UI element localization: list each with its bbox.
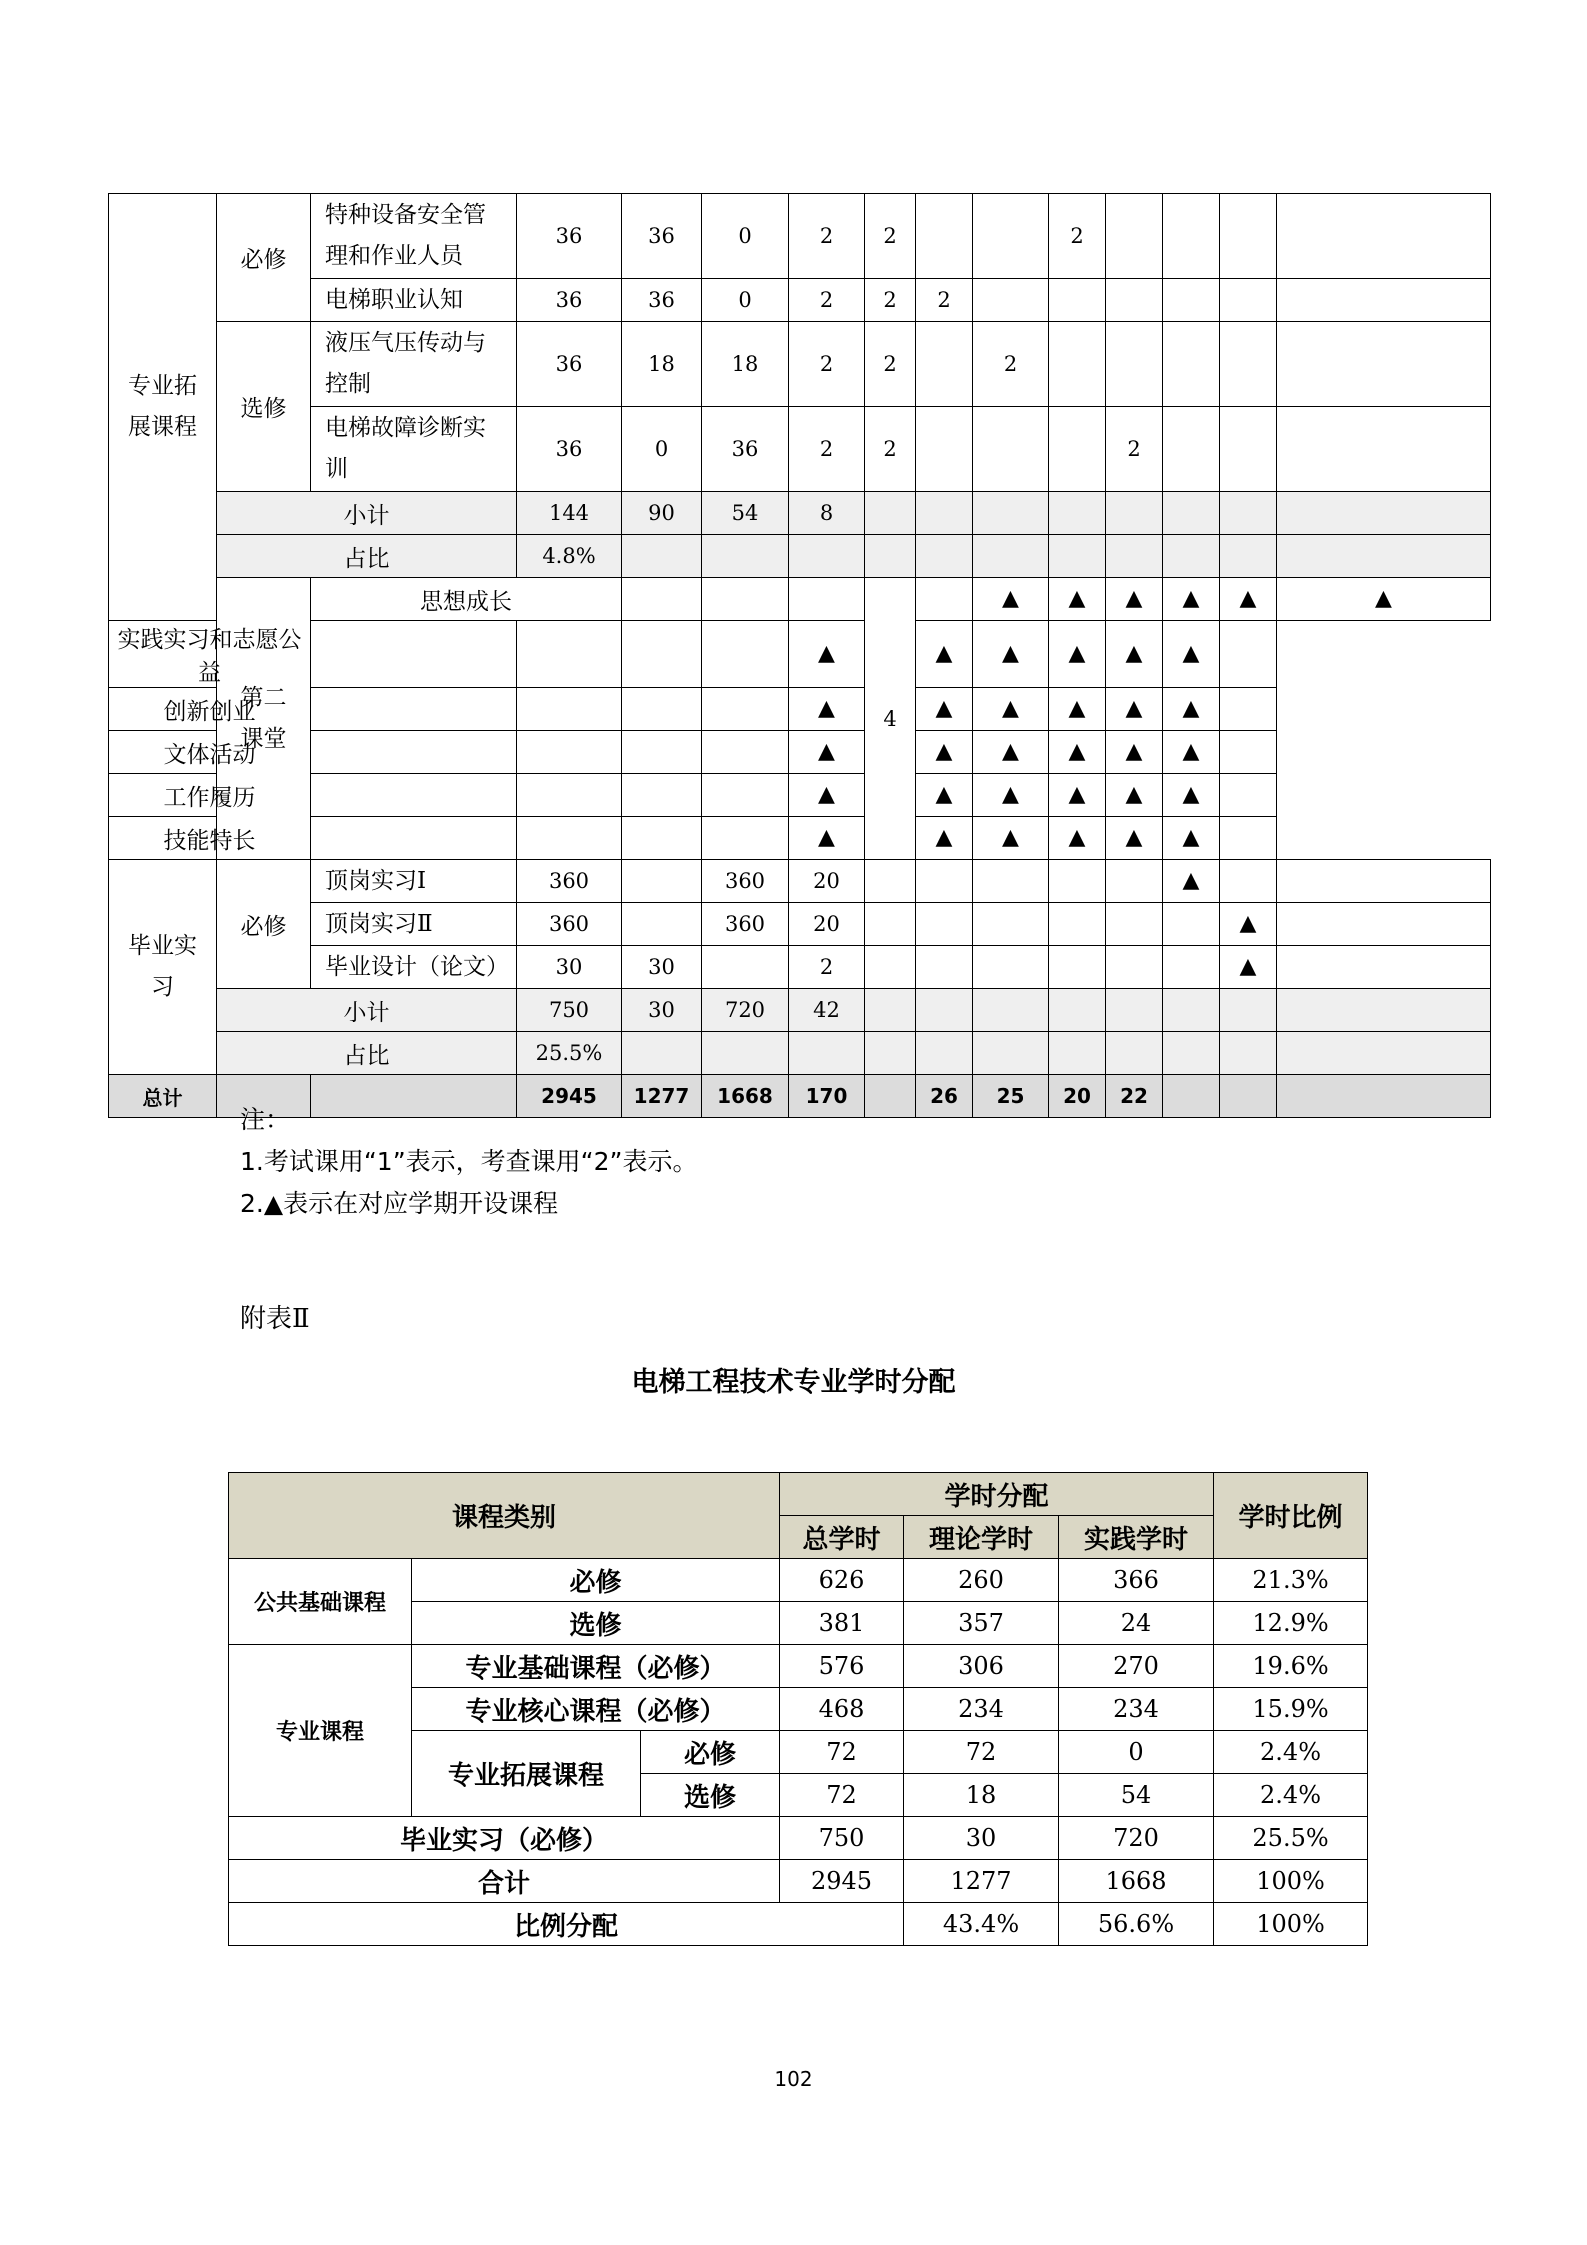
header-ratio: 学时比例 — [1214, 1473, 1368, 1559]
table-row — [109, 688, 1491, 731]
semester-cell: 25 — [973, 1075, 1049, 1118]
semester-cell — [1220, 407, 1277, 492]
semester-cell: 2 — [1106, 407, 1163, 492]
ratio-row — [109, 1032, 1491, 1075]
row-label: 毕业实习（必修） — [229, 1817, 780, 1860]
table-row — [109, 322, 1491, 407]
header-total: 总学时 — [780, 1516, 904, 1559]
practice-cell: 36 — [702, 407, 789, 492]
marker-cell: ▲ — [1049, 774, 1106, 817]
remarks-cell — [1277, 194, 1491, 279]
theory-cell: 306 — [904, 1645, 1059, 1688]
semester-cell — [916, 194, 973, 279]
credits-cell: 2 — [789, 946, 865, 989]
total-cell: 626 — [780, 1559, 904, 1602]
practice-cell: 24 — [1059, 1602, 1214, 1645]
marker-cell: ▲ — [1106, 688, 1163, 731]
activity-name: 思想成长 — [311, 578, 622, 621]
remarks-cell — [1277, 279, 1491, 322]
theory-cell: 72 — [904, 1731, 1059, 1774]
ratio-cell: 21.3% — [1214, 1559, 1368, 1602]
credits-cell: 8 — [789, 492, 865, 535]
activity-name: 实践实习和志愿公益 — [109, 621, 311, 688]
subtotal-row — [109, 989, 1491, 1032]
marker-cell: ▲ — [1106, 731, 1163, 774]
notes-title: 注： — [240, 1105, 291, 1134]
assess-cell: 2 — [865, 322, 916, 407]
credits-cell: 170 — [789, 1075, 865, 1118]
theory-cell: 1277 — [904, 1860, 1059, 1903]
ratio-row — [109, 535, 1491, 578]
table-row — [109, 578, 1491, 621]
theory-cell: 1277 — [622, 1075, 702, 1118]
credits-cell: 2 — [789, 322, 865, 407]
credits-cell: 2 — [789, 194, 865, 279]
marker-cell: ▲ — [1049, 621, 1106, 688]
marker-cell: ▲ — [916, 731, 973, 774]
table-row — [229, 1559, 1368, 1602]
table-row — [109, 621, 1491, 688]
table-row — [109, 774, 1491, 817]
marker-cell: ▲ — [916, 688, 973, 731]
theory-cell: 0 — [622, 407, 702, 492]
semester-cell — [973, 194, 1049, 279]
row-label: 合计 — [229, 1860, 780, 1903]
ratio-value: 25.5% — [517, 1032, 622, 1075]
row-label: 选修 — [641, 1774, 780, 1817]
semester-cell: 20 — [1049, 1075, 1106, 1118]
marker-cell: ▲ — [1106, 578, 1163, 621]
marker-cell: ▲ — [1163, 860, 1220, 903]
practice-cell: 18 — [702, 322, 789, 407]
credits-cell: 20 — [789, 860, 865, 903]
required-label: 必修 — [217, 194, 311, 322]
row-label: 必修 — [641, 1731, 780, 1774]
table-row — [229, 1817, 1368, 1860]
activity-name: 工作履历 — [109, 774, 311, 817]
appendix-label: 附表Ⅱ — [240, 1304, 310, 1334]
marker-cell: ▲ — [1220, 903, 1277, 946]
theory-cell: 18 — [904, 1774, 1059, 1817]
credits-cell: 20 — [789, 903, 865, 946]
total-cell: 72 — [780, 1774, 904, 1817]
practice-cell: 360 — [702, 903, 789, 946]
hours-cell: 36 — [517, 279, 622, 322]
semester-cell — [916, 322, 973, 407]
row-label: 必修 — [412, 1559, 780, 1602]
table-title: 电梯工程技术专业学时分配 — [631, 1367, 956, 1398]
marker-cell: ▲ — [973, 817, 1049, 860]
expansion-label: 专业拓展课程 — [412, 1731, 641, 1817]
total-cell: 2945 — [780, 1860, 904, 1903]
total-cell: 750 — [780, 1817, 904, 1860]
table-row — [109, 903, 1491, 946]
header-row — [229, 1473, 1368, 1516]
ratio-cell: 12.9% — [1214, 1602, 1368, 1645]
professional-label: 专业课程 — [229, 1645, 412, 1817]
practice-cell: 270 — [1059, 1645, 1214, 1688]
theory-cell: 357 — [904, 1602, 1059, 1645]
marker-cell: ▲ — [1106, 621, 1163, 688]
ratio-label: 占比 — [217, 1032, 517, 1075]
course-name: 毕业设计（论文） — [311, 946, 517, 989]
marker-cell: ▲ — [916, 621, 973, 688]
semester-cell — [973, 407, 1049, 492]
category-cell: 专业拓展课程 — [109, 194, 217, 621]
marker-cell: ▲ — [1163, 621, 1220, 688]
header-category: 课程类别 — [229, 1473, 780, 1559]
theory-cell: 36 — [622, 279, 702, 322]
semester-cell — [1163, 194, 1220, 279]
assess-cell: 2 — [865, 194, 916, 279]
theory-cell: 43.4% — [904, 1903, 1059, 1946]
activity-name: 文体活动 — [109, 731, 311, 774]
subtotal-label: 小计 — [217, 492, 517, 535]
public-label: 公共基础课程 — [229, 1559, 412, 1645]
marker-cell: ▲ — [789, 621, 865, 688]
semester-cell: 2 — [973, 322, 1049, 407]
total-cell: 381 — [780, 1602, 904, 1645]
note-line-2: 2.▲表示在对应学期开设课程 — [240, 1189, 559, 1218]
ratio-value: 4.8% — [517, 535, 622, 578]
practice-cell: 1668 — [1059, 1860, 1214, 1903]
semester-cell — [1106, 322, 1163, 407]
theory-cell: 260 — [904, 1559, 1059, 1602]
table-row — [109, 817, 1491, 860]
hours-cell: 2945 — [517, 1075, 622, 1118]
semester-cell — [1106, 194, 1163, 279]
theory-cell: 36 — [622, 194, 702, 279]
subtotal-label: 小计 — [217, 989, 517, 1032]
note-line-1: 1.考试课用“1”表示，考查课用“2”表示。 — [240, 1147, 698, 1176]
course-name: 特种设备安全管理和作业人员 — [311, 194, 517, 279]
hours-cell: 36 — [517, 194, 622, 279]
hours-distribution-table — [228, 1472, 1368, 1946]
page-number: 102 — [774, 2067, 813, 2091]
marker-cell — [1220, 860, 1277, 903]
practice-cell: 56.6% — [1059, 1903, 1214, 1946]
semester-cell — [1163, 407, 1220, 492]
activity-name: 创新创业 — [109, 688, 311, 731]
total-cell: 576 — [780, 1645, 904, 1688]
assess-cell: 2 — [865, 279, 916, 322]
practice-cell: 0 — [702, 279, 789, 322]
practice-cell: 720 — [702, 989, 789, 1032]
ratio-cell: 2.4% — [1214, 1774, 1368, 1817]
hours-cell: 36 — [517, 407, 622, 492]
ratio-cell: 2.4% — [1214, 1731, 1368, 1774]
marker-cell: ▲ — [1106, 817, 1163, 860]
remarks-cell — [1277, 322, 1491, 407]
semester-cell — [1220, 322, 1277, 407]
semester-cell: 26 — [916, 1075, 973, 1118]
practice-cell: 720 — [1059, 1817, 1214, 1860]
required-label: 必修 — [217, 860, 311, 989]
marker-cell: ▲ — [1163, 817, 1220, 860]
practice-cell: 366 — [1059, 1559, 1214, 1602]
theory-cell: 18 — [622, 322, 702, 407]
marker-cell: ▲ — [789, 688, 865, 731]
theory-cell: 90 — [622, 492, 702, 535]
course-name: 电梯故障诊断实训 — [311, 407, 517, 492]
theory-cell: 30 — [904, 1817, 1059, 1860]
hours-cell: 360 — [517, 903, 622, 946]
marker-cell: ▲ — [1049, 688, 1106, 731]
total-cell: 468 — [780, 1688, 904, 1731]
proportion-row — [229, 1903, 1368, 1946]
hours-cell: 360 — [517, 860, 622, 903]
marker-cell: ▲ — [973, 578, 1049, 621]
marker-cell: ▲ — [789, 817, 865, 860]
marker-cell: ▲ — [1277, 578, 1491, 621]
marker-cell: ▲ — [1106, 774, 1163, 817]
marker-cell: ▲ — [916, 774, 973, 817]
header-distribution: 学时分配 — [780, 1473, 1214, 1516]
course-name: 电梯职业认知 — [311, 279, 517, 322]
semester-cell: 22 — [1106, 1075, 1163, 1118]
table-row — [109, 860, 1491, 903]
semester-cell: 2 — [916, 279, 973, 322]
ratio-cell: 25.5% — [1214, 1817, 1368, 1860]
course-name: 液压气压传动与控制 — [311, 322, 517, 407]
semester-cell — [973, 279, 1049, 322]
marker-cell: ▲ — [789, 774, 865, 817]
marker-cell: ▲ — [1163, 731, 1220, 774]
semester-cell — [1106, 279, 1163, 322]
marker-cell: ▲ — [1220, 946, 1277, 989]
ratio-cell: 19.6% — [1214, 1645, 1368, 1688]
total-row — [109, 1075, 1491, 1118]
practice-cell: 360 — [702, 860, 789, 903]
marker-cell: ▲ — [789, 731, 865, 774]
theory-cell: 30 — [622, 946, 702, 989]
header-theory: 理论学时 — [904, 1516, 1059, 1559]
marker-cell: ▲ — [973, 731, 1049, 774]
row-label: 专业基础课程（必修） — [412, 1645, 780, 1688]
category-cell: 毕业实习 — [109, 860, 217, 1075]
practice-cell: 1668 — [702, 1075, 789, 1118]
ratio-label: 占比 — [217, 535, 517, 578]
row-label: 专业核心课程（必修） — [412, 1688, 780, 1731]
row-label: 比例分配 — [229, 1903, 904, 1946]
table-row — [109, 279, 1491, 322]
semester-cell — [1049, 279, 1106, 322]
total-label: 总计 — [109, 1075, 217, 1118]
semester-cell — [1220, 279, 1277, 322]
table-row — [109, 194, 1491, 279]
table-row — [229, 1645, 1368, 1688]
credits-cell: 2 — [789, 279, 865, 322]
ratio-cell: 15.9% — [1214, 1688, 1368, 1731]
marker-cell — [1163, 946, 1220, 989]
semester-cell — [1049, 407, 1106, 492]
practice-cell: 0 — [1059, 1731, 1214, 1774]
practice-cell — [702, 946, 789, 989]
header-practice: 实践学时 — [1059, 1516, 1214, 1559]
marker-cell: ▲ — [1163, 578, 1220, 621]
remarks-cell — [1277, 407, 1491, 492]
theory-cell — [622, 860, 702, 903]
row-label: 选修 — [412, 1602, 780, 1645]
marker-cell: ▲ — [973, 688, 1049, 731]
practice-cell: 54 — [702, 492, 789, 535]
semester-cell — [1049, 322, 1106, 407]
theory-cell — [622, 903, 702, 946]
assess-cell: 2 — [865, 407, 916, 492]
hours-cell: 30 — [517, 946, 622, 989]
course-name: 顶岗实习Ⅰ — [311, 860, 517, 903]
practice-cell: 234 — [1059, 1688, 1214, 1731]
hours-cell: 750 — [517, 989, 622, 1032]
theory-cell: 30 — [622, 989, 702, 1032]
semester-cell — [1163, 322, 1220, 407]
table-row — [109, 407, 1491, 492]
practice-cell: 54 — [1059, 1774, 1214, 1817]
marker-cell: ▲ — [1049, 731, 1106, 774]
credits-cell: 42 — [789, 989, 865, 1032]
marker-cell: ▲ — [1049, 817, 1106, 860]
course-plan-table — [108, 193, 1491, 1118]
credits-cell: 4 — [865, 578, 916, 860]
total-cell: 72 — [780, 1731, 904, 1774]
credits-cell: 2 — [789, 407, 865, 492]
marker-cell: ▲ — [1163, 688, 1220, 731]
ratio-cell: 100% — [1214, 1860, 1368, 1903]
semester-cell — [916, 407, 973, 492]
elective-label: 选修 — [217, 322, 311, 492]
hours-cell: 144 — [517, 492, 622, 535]
semester-cell — [1163, 279, 1220, 322]
table-row — [109, 946, 1491, 989]
activity-name: 技能特长 — [109, 817, 311, 860]
subtotal-row — [109, 492, 1491, 535]
marker-cell: ▲ — [916, 817, 973, 860]
practice-cell: 0 — [702, 194, 789, 279]
marker-cell: ▲ — [973, 774, 1049, 817]
theory-cell: 234 — [904, 1688, 1059, 1731]
hours-cell: 36 — [517, 322, 622, 407]
ratio-cell: 100% — [1214, 1903, 1368, 1946]
semester-cell — [1220, 194, 1277, 279]
marker-cell: ▲ — [973, 621, 1049, 688]
category-cell: 第二课堂 — [217, 578, 311, 860]
marker-cell: ▲ — [1163, 774, 1220, 817]
table-row — [109, 731, 1491, 774]
marker-cell: ▲ — [1220, 578, 1277, 621]
course-name: 顶岗实习Ⅱ — [311, 903, 517, 946]
sum-row — [229, 1860, 1368, 1903]
semester-cell: 2 — [1049, 194, 1106, 279]
marker-cell: ▲ — [1049, 578, 1106, 621]
marker-cell — [1163, 903, 1220, 946]
